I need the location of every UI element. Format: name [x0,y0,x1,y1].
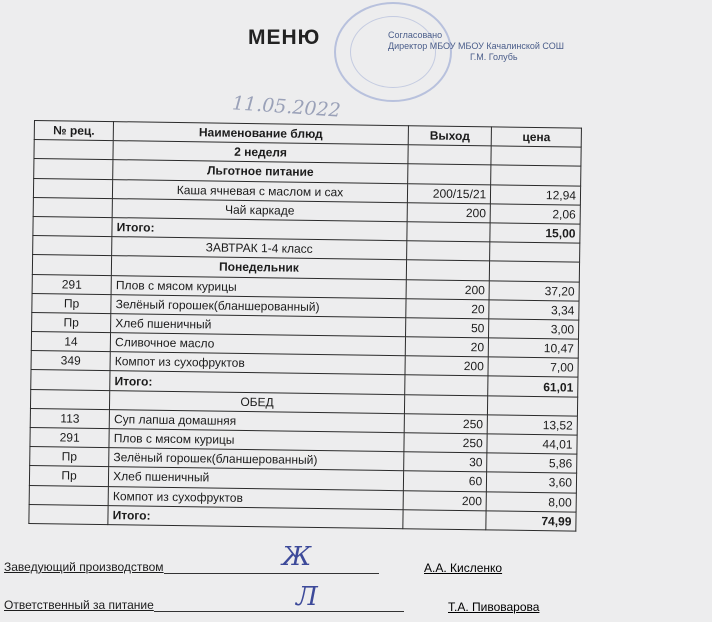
row-name: Хлеб пшеничный [109,467,404,490]
total-value: 61,01 [488,376,578,396]
row-out: 200/15/21 [407,183,491,203]
row-out: 20 [406,298,490,318]
approval-block [388,30,564,63]
row-price: 8,00 [486,491,576,511]
row-num: 113 [30,408,109,428]
row-out: 200 [403,490,487,510]
responsible-label: Ответственный за питание [4,598,154,612]
row-num: Пр [32,293,111,313]
row-name: Зелёный горошек(бланшерованный) [109,448,404,471]
row-out: 50 [405,318,489,338]
row-name: Плов с мясом курицы [111,275,406,298]
section-zavtrak-title: ЗАВТРАК 1-4 класс [112,237,407,260]
header-num: № рец. [34,121,113,141]
row-out: 250 [404,433,488,453]
row-name: Компот из сухофруктов [110,352,405,375]
section-obed-title: ОБЕД [110,390,405,413]
row-price: 3,60 [487,472,577,492]
row-price: 3,00 [489,319,579,339]
row-name: Зелёный горошек(бланшерованный) [111,294,406,317]
header-out: Выход [408,126,492,146]
row-name: Сливочное масло [110,333,405,356]
responsible-signature-line [4,598,404,612]
total-value: 74,99 [486,511,576,531]
row-num: 291 [32,274,111,294]
row-num [33,178,112,198]
manager-signature: Ж [282,542,312,572]
approval-line-2: Директор МБОУ МБОУ Качалинской СОШ [388,41,564,51]
row-out: 20 [405,337,489,357]
row-out: 60 [403,471,487,491]
row-out: 250 [404,414,488,434]
row-price: 5,86 [487,453,577,473]
handwritten-date: 11.05.2022 [231,92,342,122]
row-num: Пр [32,312,111,332]
approval-line-3: Г.М. Голубь [470,52,518,62]
day-label: Понедельник [112,256,407,279]
header-name: Наименование блюд [113,122,408,145]
row-num [29,485,108,505]
row-num: Пр [30,447,109,467]
row-name: Каша ячневая с маслом и сах [113,179,408,202]
row-num: 291 [30,427,109,447]
row-price: 7,00 [488,357,578,377]
row-price: 12,94 [491,184,581,204]
row-num: 349 [31,351,110,371]
total-value: 15,00 [490,223,580,243]
page-title: МЕНЮ [248,26,321,49]
row-price: 10,47 [488,338,578,358]
total-label: Итого: [112,218,407,241]
responsible-name: Т.А. Пивоварова [448,600,540,614]
manager-signature-line [4,560,379,574]
row-out: 200 [406,279,490,299]
row-num: 14 [31,332,110,352]
manager-label: Заведующий производством [4,560,164,574]
row-out: 30 [403,452,487,472]
row-price: 44,01 [487,434,577,454]
row-price: 37,20 [489,280,579,300]
row-price: 13,52 [487,415,577,435]
header-price: цена [491,127,581,147]
total-label: Итого: [108,505,403,528]
responsible-signature: Л [296,582,318,612]
row-out: 200 [407,202,491,222]
row-price: 3,34 [489,300,579,320]
approval-line-1: Согласовано [388,30,443,40]
row-name: Компот из сухофруктов [108,486,403,509]
row-name: Суп лапша домашняя [109,409,404,432]
row-name: Плов с мясом курицы [109,429,404,452]
menu-table [28,120,582,532]
row-price: 2,06 [490,204,580,224]
row-num: Пр [29,466,108,486]
manager-name: А.А. Кисленко [424,561,503,575]
section-lgotnoe-title: Льготное питание [113,160,408,183]
week-label: 2 неделя [113,141,408,164]
row-name: Хлеб пшеничный [111,313,406,336]
row-num [33,197,112,217]
row-name: Чай каркаде [112,198,407,221]
total-label: Итого: [110,371,405,394]
row-out: 200 [405,356,489,376]
